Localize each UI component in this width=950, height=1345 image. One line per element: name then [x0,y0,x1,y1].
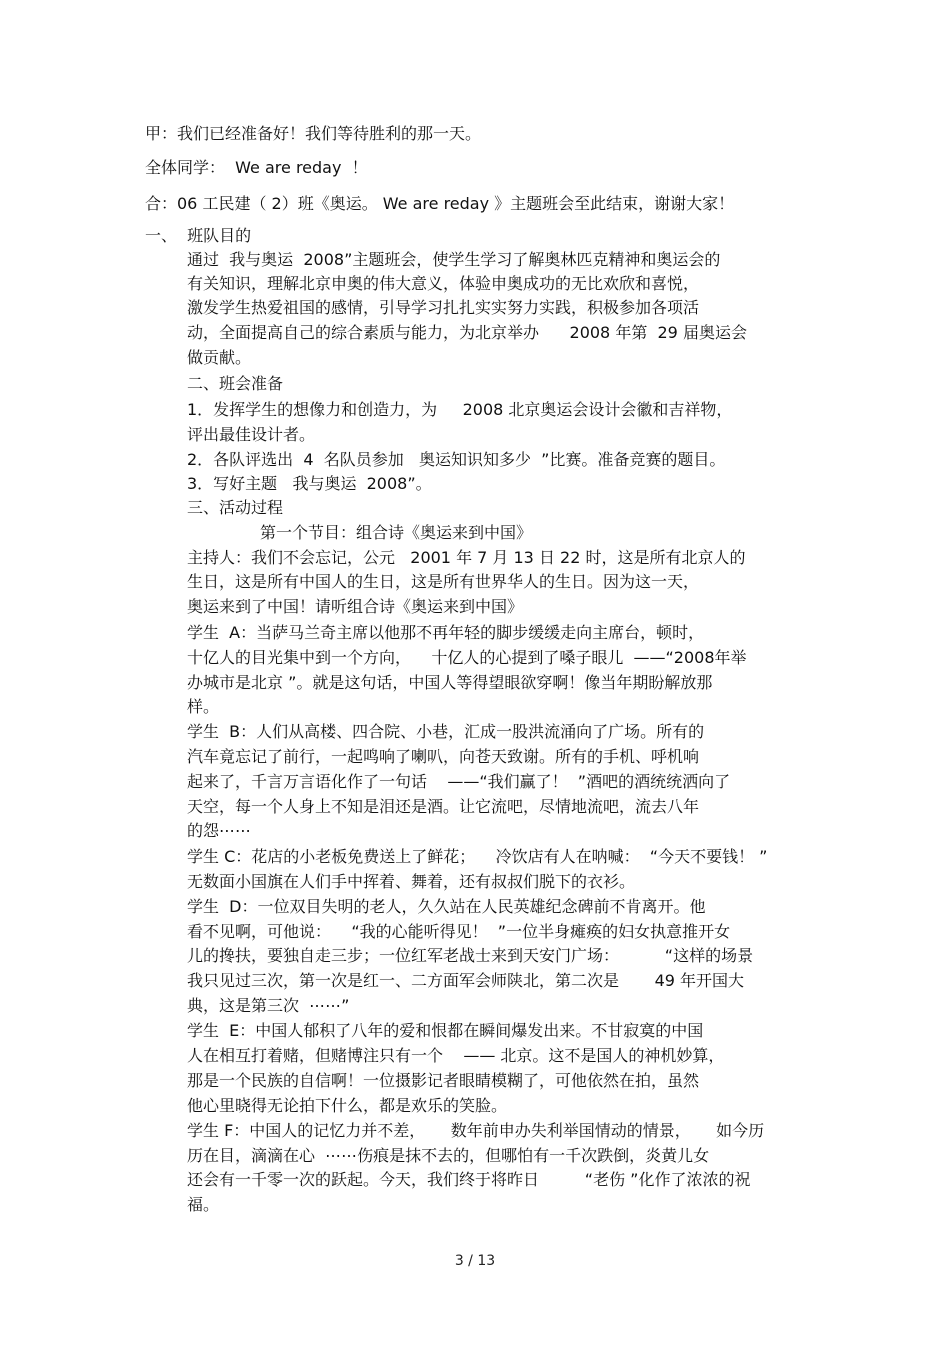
section-heading: 三、活动过程 [187,498,284,517]
page-number: 3 / 13 [454,1253,496,1269]
text-line: 我只见过三次，第一次是红一、二方面军会师陕北，第二次是 49 年开国大 [187,971,745,990]
text-line: 样。 [187,697,220,716]
text-line: 人在相互打着赌，但赌博注只有一个 —— 北京。这不是国人的神机妙算， [187,1046,725,1065]
text-line: 无数面小国旗在人们手中挥着、舞着，还有叔叔们脱下的衣衫。 [187,872,636,891]
text-line: 典，这是第三次 ⋯⋯” [187,996,350,1015]
text-line: 1．发挥学生的想像力和创造力，为 2008 北京奥运会设计会徽和吉祥物， [187,400,733,419]
text-line: 第一个节目：组合诗《奥运来到中国》 [260,523,533,542]
text-line: 还会有一千零一次的跃起。今天，我们终于将昨日 “老伤 ”化作了浓浓的祝 [187,1170,751,1189]
text-line: 福。 [187,1195,220,1214]
text-line: 甲：我们已经准备好！我们等待胜利的那一天。 [145,124,482,143]
text-line: 办城市是北京 ”。就是这句话，中国人等得望眼欲穿啊！像当年期盼解放那 [187,673,713,692]
text-line: 2．各队评选出 4 名队员参加 奥运知识知多少 ”比赛。准备竞赛的题目。 [187,450,726,469]
text-line: 起来了，千言万言语化作了一句话 ——“我们赢了！ ”酒吧的酒统统洒向了 [187,772,731,791]
text-line: 通过 我与奥运 2008”主题班会，使学生学习了解奥林匹克精神和奥运会的 [187,250,721,269]
text-line: 评出最佳设计者。 [187,425,316,444]
text-line: 学生 D：一位双目失明的老人，久久站在人民英雄纪念碑前不肯离开。他 [187,897,706,916]
text-line: 学生 F：中国人的记忆力并不差， 数年前申办失利举国情动的情景， 如今历 [187,1121,765,1140]
text-line: 全体同学： We are reday ！ [145,158,368,177]
text-line: 有关知识，理解北京申奥的伟大意义，体验申奥成功的无比欢欣和喜悦， [187,274,700,293]
text-line: 主持人：我们不会忘记，公元 2001 年 7 月 13 日 22 时，这是所有北京人的 [187,548,746,567]
text-line: 十亿人的目光集中到一个方向， 十亿人的心提到了嗓子眼儿 ——“2008年举 [187,648,747,667]
text-line: 儿的搀扶，要独自走三步；一位红军老战士来到天安门广场： “这样的场景 [187,946,754,965]
text-line: 那是一个民族的自信啊！一位摄影记者眼睛模糊了，可他依然在拍，虽然 [187,1071,700,1090]
text-line: 激发学生热爱祖国的感情，引导学习扎扎实实努力实践，积极参加各项活 [187,298,700,317]
text-line: 汽车竟忘记了前行，一起鸣响了喇叭，向苍天致谢。所有的手机、呼机响 [187,747,700,766]
text-line: 奥运来到了中国！请听组合诗《奥运来到中国》 [187,597,524,616]
text-line: 天空，每一个人身上不知是泪还是酒。让它流吧，尽情地流吧，流去八年 [187,797,700,816]
text-line: 3．写好主题 我与奥运 2008”。 [187,474,432,493]
text-line: 学生 C：花店的小老板免费送上了鲜花； 冷饮店有人在呐喊： “今天不要钱！ ” [187,847,768,866]
section-heading: 二、班会准备 [187,374,284,393]
text-line: 学生 B：人们从高楼、四合院、小巷，汇成一股洪流涌向了广场。所有的 [187,722,705,741]
text-line: 做贡献。 [187,348,252,367]
text-line: 的怨⋯⋯ [187,821,252,840]
text-line: 他心里晓得无论拍下什么，都是欢乐的笑脸。 [187,1096,508,1115]
section-heading: 一、 班队目的 [145,226,252,245]
text-line: 看不见啊，可他说： “我的心能听得见！ ”一位半身瘫痪的妇女执意推开女 [187,922,731,941]
text-line: 历在目，滴滴在心 ⋯⋯伤痕是抹不去的，但哪怕有一千次跌倒，炎黄儿女 [187,1146,710,1165]
text-line: 合：06 工民建（ 2）班《奥运。 We are reday 》主题班会至此结束，谢谢大家！ [145,194,735,213]
text-line: 生日，这是所有中国人的生日，这是所有世界华人的生日。因为这一天， [187,572,700,591]
text-line: 动，全面提高自己的综合素质与能力，为北京举办 2008 年第 29 届奥运会 [187,323,747,342]
text-line: 学生 E：中国人郁积了八年的爱和恨都在瞬间爆发出来。不甘寂寞的中国 [187,1021,704,1040]
text-line: 学生 A：当萨马兰奇主席以他那不再年轻的脚步缓缓走向主席台，顿时， [187,623,705,642]
